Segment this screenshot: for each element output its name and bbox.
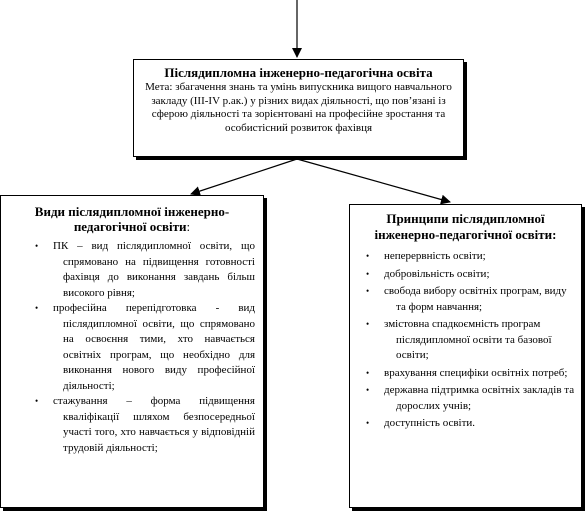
bullet-icon: • (366, 319, 370, 329)
bullet-icon: • (366, 286, 370, 296)
principles-list-item (366, 416, 575, 432)
principles-item-text: неперервність освіти; (384, 250, 486, 262)
bullet-icon: • (366, 268, 370, 279)
principles-list-item (366, 284, 575, 315)
bullet-icon: • (366, 251, 370, 261)
types-box (0, 195, 264, 508)
types-list-item: • ПК – вид післядипломної освіти, що спрямовано на підвищення готовності фахівця до виконання завдань більш високого рівня; (35, 240, 255, 299)
types-item-text: стажування – форма підвищення кваліфікації шляхом безпосередньої участі того, хто навчається у відповідній трудовій діяльності; (53, 395, 255, 454)
types-list-item: • професійна перепідготовка - вид післядипломної освіти, що спрямовано на освоєння тими, хто навчається освітніх програм, що необхідно для виконання нового виду професійної діяльності; (35, 302, 255, 392)
types-list (9, 239, 255, 456)
principles-box (349, 204, 582, 508)
principles-list-item (366, 267, 575, 283)
types-item-text: ПК – вид післядипломної освіти, що спрямовано на підвищення готовності фахівця до виконання завдань більш високого рівня; (53, 240, 255, 299)
principles-list-item (366, 383, 575, 414)
bullet-icon: • (366, 418, 370, 428)
types-box-title-colon: : (186, 219, 191, 234)
principles-list-item (366, 366, 575, 382)
types-box-title (9, 204, 255, 234)
principles-list-item (366, 317, 575, 364)
arrow-to-right-box (297, 159, 450, 202)
bullet-icon: • (366, 367, 370, 378)
top-box-title: Післядипломна інженерно-педагогічна освіта (164, 65, 433, 80)
principles-item-text: доступність освіти. (384, 417, 476, 429)
top-box-goal: Мета: збагачення знань та умінь випускника вищого навчального закладу (ІІІ-ІV р.ак.) у різних видах діяльності, що пов’язані із сферою діяльності та зорієнтовані на професійне зростання та особистісний розвиток фахівця (145, 81, 452, 134)
postgraduate-education-box (133, 59, 464, 157)
arrow-to-left-box (191, 159, 297, 194)
principles-box-title: Принципи післядипломної інженерно-педагогічної освіти: (374, 211, 557, 242)
principles-item-text: змістовна спадкоємність програм післядипломної освіти та базової освіти; (384, 318, 552, 361)
types-list-item: • стажування – форма підвищення кваліфікації шляхом безпосередньої участі того, хто навчається у відповідній трудовій діяльності; (35, 395, 255, 454)
principles-item-text: врахування специфіки освітніх потреб; (384, 366, 568, 379)
principles-item-text: державна підтримка освітніх закладів та дорослих учнів; (384, 384, 575, 412)
bullet-icon: • (366, 385, 370, 395)
principles-item-text: добровільність освіти; (384, 267, 490, 280)
principles-list (356, 249, 575, 432)
principles-list-item (366, 249, 575, 265)
types-box-title-text: Види післядипломної інженерно-педагогічної освіти (34, 204, 230, 234)
types-item-text: професійна перепідготовка - вид післядипломної освіти, що спрямовано на освоєння тими, хто навчається освітніх програм, що необхідно для виконання нового виду професійної діяльності; (53, 302, 255, 392)
principles-item-text: свобода вибору освітніх програм, виду та форм навчання; (384, 285, 567, 313)
